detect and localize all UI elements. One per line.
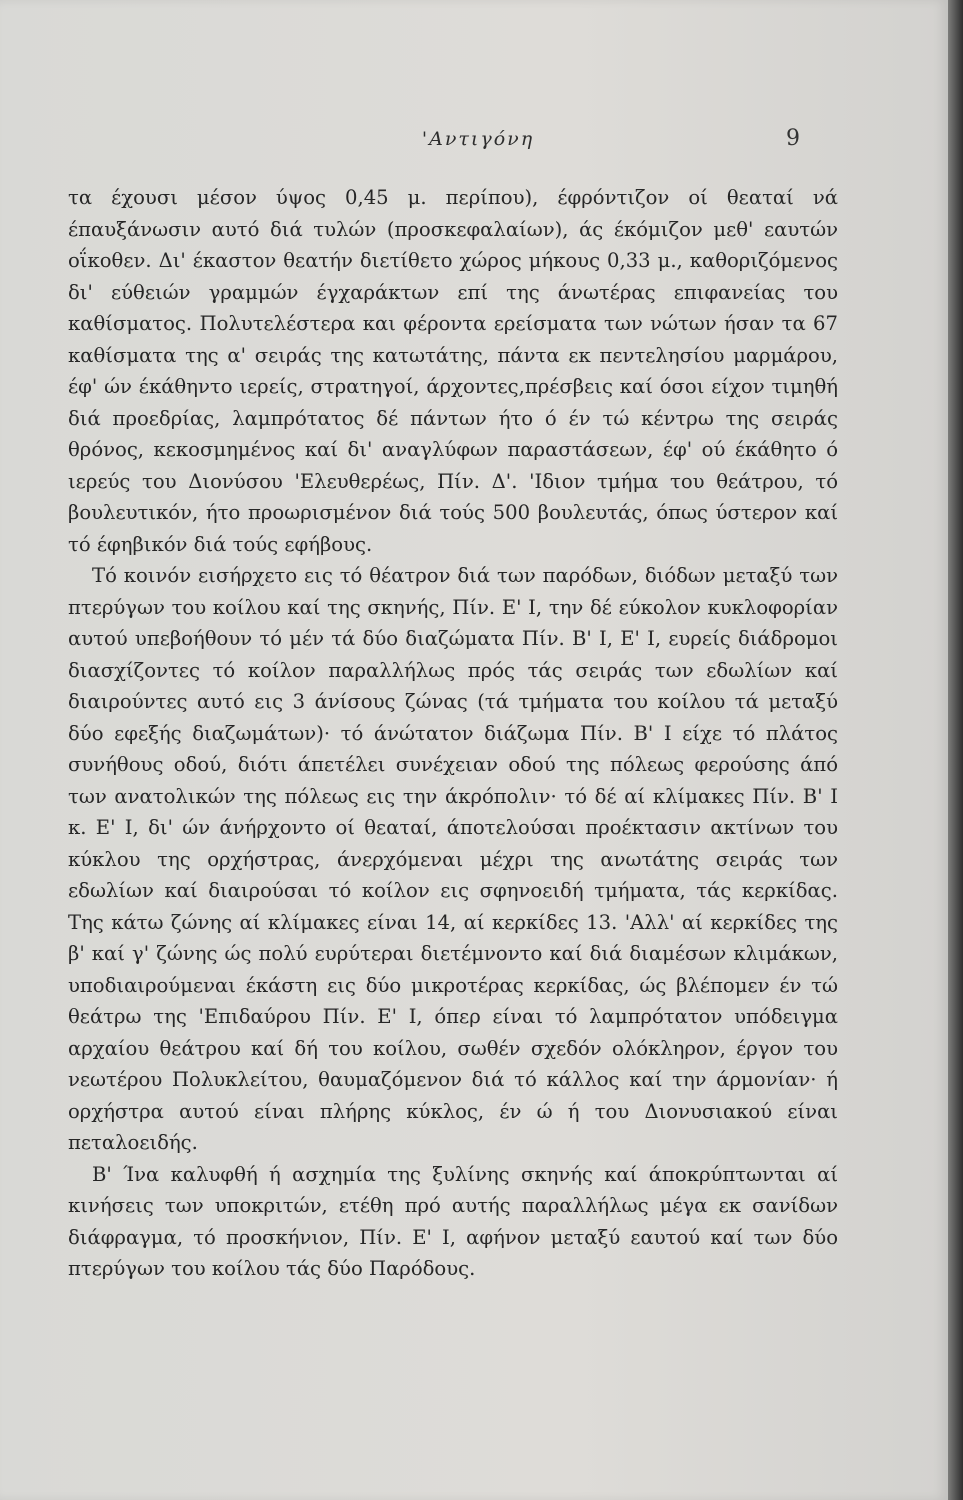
running-title: 'Αντιγόνη	[421, 128, 535, 150]
paragraph-3: Β' Ίνα καλυφθή ή ασχημία της ξυλίνης σκηνής καί άποκρύπτωνται αί κινήσεις των υποκριτών, ετέθη πρό αυτής παραλλήλως μέγα εκ σανίδων διάφραγμα, τό προσκήνιον, Πίν. Ε' Ι, αφήνον μεταξύ εαυτού καί των δύο πτερύγων του κοίλου τάς δύο Παρόδους.	[68, 1162, 838, 1280]
page-number: 9	[786, 126, 800, 151]
page-header	[0, 128, 948, 158]
page-edge-shadow	[948, 0, 963, 1500]
paragraph-2: Τό κοινόν εισήρχετο εις τό θέατρον διά των παρόδων, διόδων μεταξύ των πτερύγων του κοίλου καί της σκηνής, Πίν. Ε' Ι, την δέ εύκολον κυκλοφορίαν αυτού υπεβοήθουν τό μέν τά δύο διαζώματα Πίν. Β' Ι, Ε' Ι, ευρείς διάδρομοι διασχίζοντες τό κοίλον παραλλήλως πρός τάς σειράς των εδωλίων καί διαιρούντες αυτό εις 3 άνίσους ζώνας (τά τμήματα του κοίλου τά μεταξύ δύο εφεξής διαζωμάτων)· τό άνώτατον διάζωμα Πίν. Β' Ι είχε τό πλάτος συνήθους οδού, διότι άπετέλει συνέχειαν οδού της πόλεως φερούσης άπό των ανατολικών της πόλεως εις την άκρόπολιν· τό δέ αί κλίμακες Πίν. Β' Ι κ. Ε' Ι, δι' ών άνήρχοντο οί θεαταί, άποτελούσαι προέκτασιν ακτίνων του κύκλου της ορχήστρας, άνερχόμεναι μέχρι της ανωτάτης σειράς των εδωλίων καί διαιρούσαι τό κοίλον εις σφηνοειδή τμήματα, τάς κερκίδας. Της κάτω ζώνης αί κλίμακες είναι 14, αί κερκίδες 13. 'Αλλ' αί κερκίδες της β' καί γ' ζώνης ώς πολύ ευρύτεραι διετέμνοντο καί διά διαμέσων κλιμάκων, υποδιαιρούμεναι έκάστη εις δύο μικροτέρας κερκίδας, ώς βλέπομεν έν τώ θεάτρω της 'Επιδαύρου Πίν. Ε' Ι, όπερ είναι τό λαμπρότατον υπόδειγμα αρχαίου θεάτρου καί δή του κοίλου, σωθέν σχεδόν ολόκληρον, έργον του νεωτέρου Πολυκλείτου, θαυμαζόμενον διά τό κάλλος καί την άρμονίαν· ή ορχήστρα αυτού είναι πλήρης κύκλος, έν ώ ή του Διονυσιακού είναι πεταλοειδής.	[68, 564, 838, 1154]
body-text	[68, 182, 838, 1285]
paragraph-1: τα έχουσι μέσον ύψος 0,45 μ. περίπου), έφρόντιζον οί θεαταί νά έπαυξάνωσιν αυτό διά τυλών (προσκεφαλαίων), άς έκόμιζον μεθ' εαυτών οΐκοθεν. Δι' έκαστον θεατήν διετίθετο χώρος μήκους 0,33 μ., καθοριζόμενος δι' εύθειών γραμμών έγχαράκτων επί της άνωτέρας επιφανείας του καθίσματος. Πολυτελέστερα και φέροντα ερείσματα των νώτων ήσαν τα 67 καθίσματα της α' σειράς της κατωτάτης, πάντα εκ πεντελησίου μαρμάρου, έφ' ών έκάθηντο ιερείς, στρατηγοί, άρχοντες,πρέσβεις καί όσοι είχον τιμηθή διά προεδρίας, λαμπρότατος δέ πάντων ήτο ό έν τώ κέντρω της σειράς θρόνος, κεκοσμημένος καί δι' αναγλύφων παραστάσεων, έφ' ού έκάθητο ό ιερεύς του Διονύσου 'Ελευθερέως, Πίν. Δ'. 'Ιδιον τμήμα του θεάτρου, τό βουλευτικόν, ήτο προωρισμένον διά τούς 500 βουλευτάς, όπως ύστερον καί τό έφηβικόν διά τούς εφήβους.	[68, 186, 838, 556]
